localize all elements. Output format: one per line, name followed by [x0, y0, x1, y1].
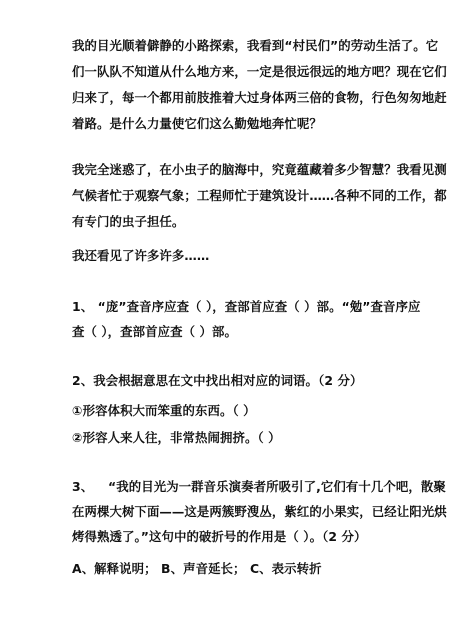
question-1-line-2: 查（ ），查部首应查（ ）部。 — [72, 324, 238, 339]
question-2-title: 2、我会根据意思在文中找出相对应的词语。（2 分） — [72, 373, 363, 388]
paragraph-3: 我还看见了许多许多…… — [72, 248, 210, 263]
paragraph-1-line-2: 们一队队不知道从什么地方来，一定是很远很远的地方吧？现在它们 — [72, 64, 447, 79]
paragraph-1-line-3: 归来了，每一个都用前肢推着大过身体两三倍的食物，行色匆匆地赶 — [72, 90, 447, 105]
paragraph-2-line-1: 我完全迷惑了，在小虫子的脑海中，究竟蕴藏着多少智慧？我看见测 — [72, 162, 447, 177]
paragraph-1-line-1: 我的目光顺着僻静的小路探索，我看到“村民们”的劳动生活了。它 — [72, 38, 439, 53]
question-2-item-2: ②形容人来人往，非常热闹拥挤。（ ） — [72, 430, 281, 445]
paragraph-1-line-4: 着路。是什么力量使它们这么勤勉地奔忙呢？ — [72, 116, 322, 131]
question-3-line-3: 烤得熟透了。”这句中的破折号的作用是（ ）。（2 分） — [72, 529, 367, 544]
question-2-item-1: ①形容体积大而笨重的东西。（ ） — [72, 403, 256, 418]
question-3-options: A、解释说明； B、声音延长； C、表示转折 — [72, 561, 322, 576]
paragraph-2-line-2: 气候者忙于观察气象；工程师忙于建筑设计……各种不同的工作，都 — [72, 188, 447, 203]
question-1-line-1: 1、 “庞”查音序应查（ ），查部首应查（ ）部。“勉”查音序应 — [72, 299, 421, 314]
question-3-line-1: “我的目光为一群音乐演奏者所吸引了,它们有十几个吧，散聚 — [108, 479, 446, 494]
question-3-number: 3、 — [72, 479, 94, 494]
paragraph-2-line-3: 有专门的虫子担任。 — [72, 214, 185, 229]
question-3-line-2: 在两棵大树下面——这是两簇野溲丛，紫红的小果实，已经让阳光烘 — [72, 504, 447, 519]
